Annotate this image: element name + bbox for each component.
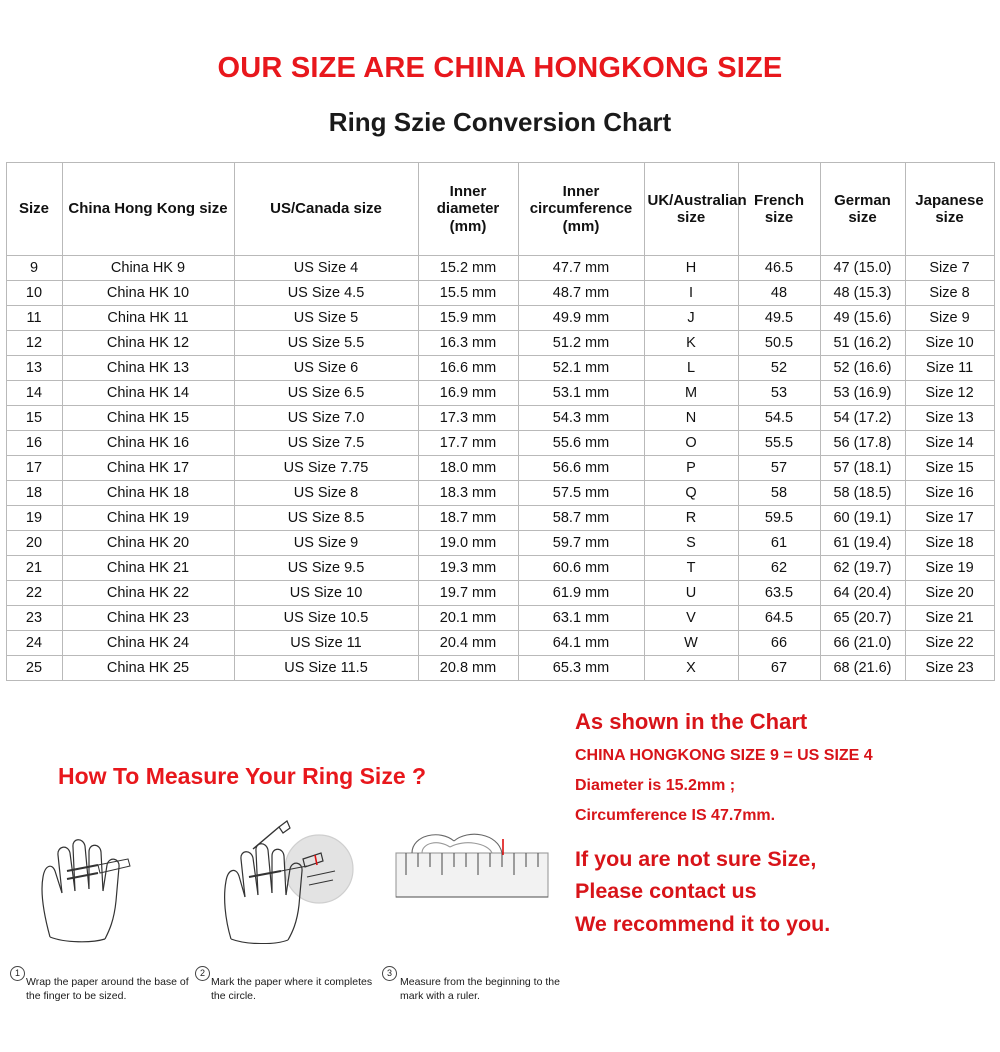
hand-with-paper-strip-icon — [10, 819, 190, 944]
cell-china-hk: China HK 11 — [62, 306, 234, 331]
cell-japanese: Size 21 — [905, 606, 994, 631]
cell-japanese: Size 12 — [905, 381, 994, 406]
cell-us-canada: US Size 9 — [234, 531, 418, 556]
cell-german: 65 (20.7) — [820, 606, 905, 631]
table-header-row — [6, 163, 994, 256]
table-row — [6, 406, 994, 431]
cell-inner-diameter: 20.4 mm — [418, 631, 518, 656]
cell-uk-australian: K — [644, 331, 738, 356]
cell-size: 17 — [6, 456, 62, 481]
cell-size: 12 — [6, 331, 62, 356]
cell-inner-circumference: 63.1 mm — [518, 606, 644, 631]
measure-step-2 — [195, 819, 375, 1009]
page-title: OUR SIZE ARE CHINA HONGKONG SIZE — [217, 52, 783, 84]
cell-german: 64 (20.4) — [820, 581, 905, 606]
cell-inner-diameter: 15.2 mm — [418, 256, 518, 281]
cell-inner-circumference: 55.6 mm — [518, 431, 644, 456]
cell-china-hk: China HK 25 — [62, 656, 234, 681]
cell-inner-circumference: 61.9 mm — [518, 581, 644, 606]
cell-us-canada: US Size 6 — [234, 356, 418, 381]
cell-german: 49 (15.6) — [820, 306, 905, 331]
lower-section — [0, 709, 1000, 1019]
cell-german: 62 (19.7) — [820, 556, 905, 581]
column-header-french: French size — [738, 163, 820, 256]
step-caption-3: Measure from the beginning to the mark with a ruler. — [400, 975, 560, 1002]
cell-inner-diameter: 17.7 mm — [418, 431, 518, 456]
cell-german: 48 (15.3) — [820, 281, 905, 306]
cell-german: 68 (21.6) — [820, 656, 905, 681]
cell-inner-circumference: 52.1 mm — [518, 356, 644, 381]
cell-inner-circumference: 47.7 mm — [518, 256, 644, 281]
cell-us-canada: US Size 9.5 — [234, 556, 418, 581]
cell-inner-circumference: 51.2 mm — [518, 331, 644, 356]
cell-uk-australian: J — [644, 306, 738, 331]
table-row — [6, 556, 994, 581]
column-header-japanese: Japanese size — [905, 163, 994, 256]
cell-inner-circumference: 48.7 mm — [518, 281, 644, 306]
cell-size: 20 — [6, 531, 62, 556]
cell-inner-circumference: 64.1 mm — [518, 631, 644, 656]
cell-japanese: Size 9 — [905, 306, 994, 331]
cell-inner-diameter: 18.7 mm — [418, 506, 518, 531]
cell-china-hk: China HK 13 — [62, 356, 234, 381]
table-row — [6, 256, 994, 281]
table-body — [6, 256, 994, 681]
cell-uk-australian: O — [644, 431, 738, 456]
cell-inner-circumference: 49.9 mm — [518, 306, 644, 331]
cell-japanese: Size 14 — [905, 431, 994, 456]
cell-french: 63.5 — [738, 581, 820, 606]
column-header-german: German size — [820, 163, 905, 256]
measure-step-1 — [10, 819, 190, 1009]
cell-uk-australian: T — [644, 556, 738, 581]
contact-note-line-3: We recommend it to you. — [575, 911, 831, 936]
cell-us-canada: US Size 10.5 — [234, 606, 418, 631]
measure-heading: How To Measure Your Ring Size ? — [58, 763, 427, 789]
cell-inner-diameter: 20.1 mm — [418, 606, 518, 631]
cell-japanese: Size 10 — [905, 331, 994, 356]
cell-size: 25 — [6, 656, 62, 681]
cell-china-hk: China HK 12 — [62, 331, 234, 356]
cell-inner-diameter: 15.9 mm — [418, 306, 518, 331]
cell-japanese: Size 13 — [905, 406, 994, 431]
measure-step-3 — [382, 819, 562, 1009]
cell-uk-australian: N — [644, 406, 738, 431]
table-row — [6, 331, 994, 356]
cell-china-hk: China HK 17 — [62, 456, 234, 481]
size-chart-page — [0, 52, 1000, 1052]
column-header-inner-diameter: Inner diameter (mm) — [418, 163, 518, 256]
cell-german: 58 (18.5) — [820, 481, 905, 506]
cell-china-hk: China HK 20 — [62, 531, 234, 556]
cell-uk-australian: S — [644, 531, 738, 556]
cell-size: 24 — [6, 631, 62, 656]
page-subtitle: Ring Szie Conversion Chart — [328, 107, 672, 137]
ring-size-conversion-table — [6, 162, 995, 681]
cell-german: 54 (17.2) — [820, 406, 905, 431]
cell-french: 61 — [738, 531, 820, 556]
cell-uk-australian: M — [644, 381, 738, 406]
cell-us-canada: US Size 6.5 — [234, 381, 418, 406]
cell-french: 59.5 — [738, 506, 820, 531]
cell-french: 57 — [738, 456, 820, 481]
cell-us-canada: US Size 5.5 — [234, 331, 418, 356]
cell-china-hk: China HK 18 — [62, 481, 234, 506]
cell-inner-diameter: 19.7 mm — [418, 581, 518, 606]
cell-inner-circumference: 56.6 mm — [518, 456, 644, 481]
column-header-china-hk: China Hong Kong size — [62, 163, 234, 256]
cell-china-hk: China HK 21 — [62, 556, 234, 581]
table-row — [6, 631, 994, 656]
cell-size: 18 — [6, 481, 62, 506]
cell-french: 64.5 — [738, 606, 820, 631]
cell-french: 67 — [738, 656, 820, 681]
cell-inner-circumference: 58.7 mm — [518, 506, 644, 531]
column-header-us-canada: US/Canada size — [234, 163, 418, 256]
cell-inner-circumference: 65.3 mm — [518, 656, 644, 681]
cell-french: 66 — [738, 631, 820, 656]
ruler-measure-icon — [382, 819, 562, 944]
cell-inner-diameter: 15.5 mm — [418, 281, 518, 306]
cell-size: 15 — [6, 406, 62, 431]
cell-inner-circumference: 53.1 mm — [518, 381, 644, 406]
cell-japanese: Size 11 — [905, 356, 994, 381]
cell-uk-australian: V — [644, 606, 738, 631]
column-header-size: Size — [6, 163, 62, 256]
cell-china-hk: China HK 19 — [62, 506, 234, 531]
cell-german: 52 (16.6) — [820, 356, 905, 381]
cell-inner-diameter: 18.3 mm — [418, 481, 518, 506]
cell-french: 53 — [738, 381, 820, 406]
cell-french: 46.5 — [738, 256, 820, 281]
cell-us-canada: US Size 4 — [234, 256, 418, 281]
cell-inner-circumference: 57.5 mm — [518, 481, 644, 506]
cell-us-canada: US Size 11.5 — [234, 656, 418, 681]
contact-note — [575, 843, 995, 940]
table-row — [6, 306, 994, 331]
cell-inner-diameter: 17.3 mm — [418, 406, 518, 431]
cell-china-hk: China HK 14 — [62, 381, 234, 406]
cell-us-canada: US Size 4.5 — [234, 281, 418, 306]
cell-german: 57 (18.1) — [820, 456, 905, 481]
cell-size: 14 — [6, 381, 62, 406]
cell-inner-diameter: 19.3 mm — [418, 556, 518, 581]
step-number-3: 3 — [382, 966, 397, 981]
cell-size: 21 — [6, 556, 62, 581]
cell-japanese: Size 18 — [905, 531, 994, 556]
cell-german: 51 (16.2) — [820, 331, 905, 356]
cell-german: 60 (19.1) — [820, 506, 905, 531]
table-row — [6, 356, 994, 381]
cell-china-hk: China HK 24 — [62, 631, 234, 656]
step-caption-2: Mark the paper where it completes the circle. — [211, 975, 373, 1002]
cell-size: 23 — [6, 606, 62, 631]
cell-size: 13 — [6, 356, 62, 381]
table-header — [6, 163, 994, 256]
cell-uk-australian: X — [644, 656, 738, 681]
cell-inner-circumference: 60.6 mm — [518, 556, 644, 581]
cell-us-canada: US Size 8.5 — [234, 506, 418, 531]
notes-heading: As shown in the Chart — [575, 709, 808, 734]
cell-uk-australian: I — [644, 281, 738, 306]
contact-note-line-2: Please contact us — [575, 879, 757, 904]
cell-german: 47 (15.0) — [820, 256, 905, 281]
cell-french: 58 — [738, 481, 820, 506]
cell-china-hk: China HK 15 — [62, 406, 234, 431]
table-row — [6, 656, 994, 681]
cell-us-canada: US Size 5 — [234, 306, 418, 331]
cell-size: 10 — [6, 281, 62, 306]
cell-japanese: Size 16 — [905, 481, 994, 506]
table-row — [6, 281, 994, 306]
cell-french: 52 — [738, 356, 820, 381]
cell-inner-diameter: 16.3 mm — [418, 331, 518, 356]
cell-size: 16 — [6, 431, 62, 456]
cell-french: 54.5 — [738, 406, 820, 431]
cell-french: 50.5 — [738, 331, 820, 356]
cell-japanese: Size 20 — [905, 581, 994, 606]
notes-line-2: Diameter is 15.2mm ; — [575, 777, 736, 794]
cell-china-hk: China HK 9 — [62, 256, 234, 281]
cell-uk-australian: R — [644, 506, 738, 531]
table-row — [6, 606, 994, 631]
cell-inner-circumference: 59.7 mm — [518, 531, 644, 556]
cell-uk-australian: Q — [644, 481, 738, 506]
cell-inner-diameter: 16.6 mm — [418, 356, 518, 381]
table-row — [6, 381, 994, 406]
cell-inner-diameter: 18.0 mm — [418, 456, 518, 481]
cell-japanese: Size 19 — [905, 556, 994, 581]
table-row — [6, 481, 994, 506]
cell-japanese: Size 23 — [905, 656, 994, 681]
cell-japanese: Size 8 — [905, 281, 994, 306]
cell-us-canada: US Size 7.75 — [234, 456, 418, 481]
cell-inner-diameter: 19.0 mm — [418, 531, 518, 556]
cell-inner-circumference: 54.3 mm — [518, 406, 644, 431]
column-header-uk-australian: UK/Australian size — [644, 163, 738, 256]
cell-inner-diameter: 20.8 mm — [418, 656, 518, 681]
notes-block — [575, 709, 995, 940]
cell-china-hk: China HK 22 — [62, 581, 234, 606]
cell-us-canada: US Size 7.0 — [234, 406, 418, 431]
cell-inner-diameter: 16.9 mm — [418, 381, 518, 406]
table-row — [6, 581, 994, 606]
cell-french: 49.5 — [738, 306, 820, 331]
cell-us-canada: US Size 8 — [234, 481, 418, 506]
cell-uk-australian: H — [644, 256, 738, 281]
notes-line-1: CHINA HONGKONG SIZE 9 = US SIZE 4 — [575, 747, 873, 764]
step-number-1: 1 — [10, 966, 25, 981]
cell-japanese: Size 22 — [905, 631, 994, 656]
cell-german: 61 (19.4) — [820, 531, 905, 556]
cell-china-hk: China HK 23 — [62, 606, 234, 631]
marking-paper-with-pen-icon — [195, 819, 375, 944]
cell-japanese: Size 7 — [905, 256, 994, 281]
cell-us-canada: US Size 10 — [234, 581, 418, 606]
cell-size: 11 — [6, 306, 62, 331]
table-row — [6, 431, 994, 456]
table-row — [6, 531, 994, 556]
table-row — [6, 506, 994, 531]
cell-size: 19 — [6, 506, 62, 531]
column-header-inner-circumference: Inner circumference (mm) — [518, 163, 644, 256]
cell-uk-australian: P — [644, 456, 738, 481]
cell-german: 53 (16.9) — [820, 381, 905, 406]
cell-size: 9 — [6, 256, 62, 281]
cell-us-canada: US Size 11 — [234, 631, 418, 656]
cell-uk-australian: L — [644, 356, 738, 381]
cell-japanese: Size 15 — [905, 456, 994, 481]
measure-steps — [10, 819, 580, 1009]
contact-note-line-1: If you are not sure Size, — [575, 847, 817, 871]
cell-german: 56 (17.8) — [820, 431, 905, 456]
cell-size: 22 — [6, 581, 62, 606]
cell-german: 66 (21.0) — [820, 631, 905, 656]
table-row — [6, 456, 994, 481]
step-number-2: 2 — [195, 966, 210, 981]
cell-uk-australian: W — [644, 631, 738, 656]
cell-uk-australian: U — [644, 581, 738, 606]
cell-french: 55.5 — [738, 431, 820, 456]
cell-us-canada: US Size 7.5 — [234, 431, 418, 456]
cell-china-hk: China HK 16 — [62, 431, 234, 456]
cell-french: 62 — [738, 556, 820, 581]
cell-china-hk: China HK 10 — [62, 281, 234, 306]
cell-japanese: Size 17 — [905, 506, 994, 531]
step-caption-1: Wrap the paper around the base of the finger to be sized. — [26, 975, 189, 1002]
cell-french: 48 — [738, 281, 820, 306]
notes-line-3: Circumference IS 47.7mm. — [575, 807, 776, 824]
